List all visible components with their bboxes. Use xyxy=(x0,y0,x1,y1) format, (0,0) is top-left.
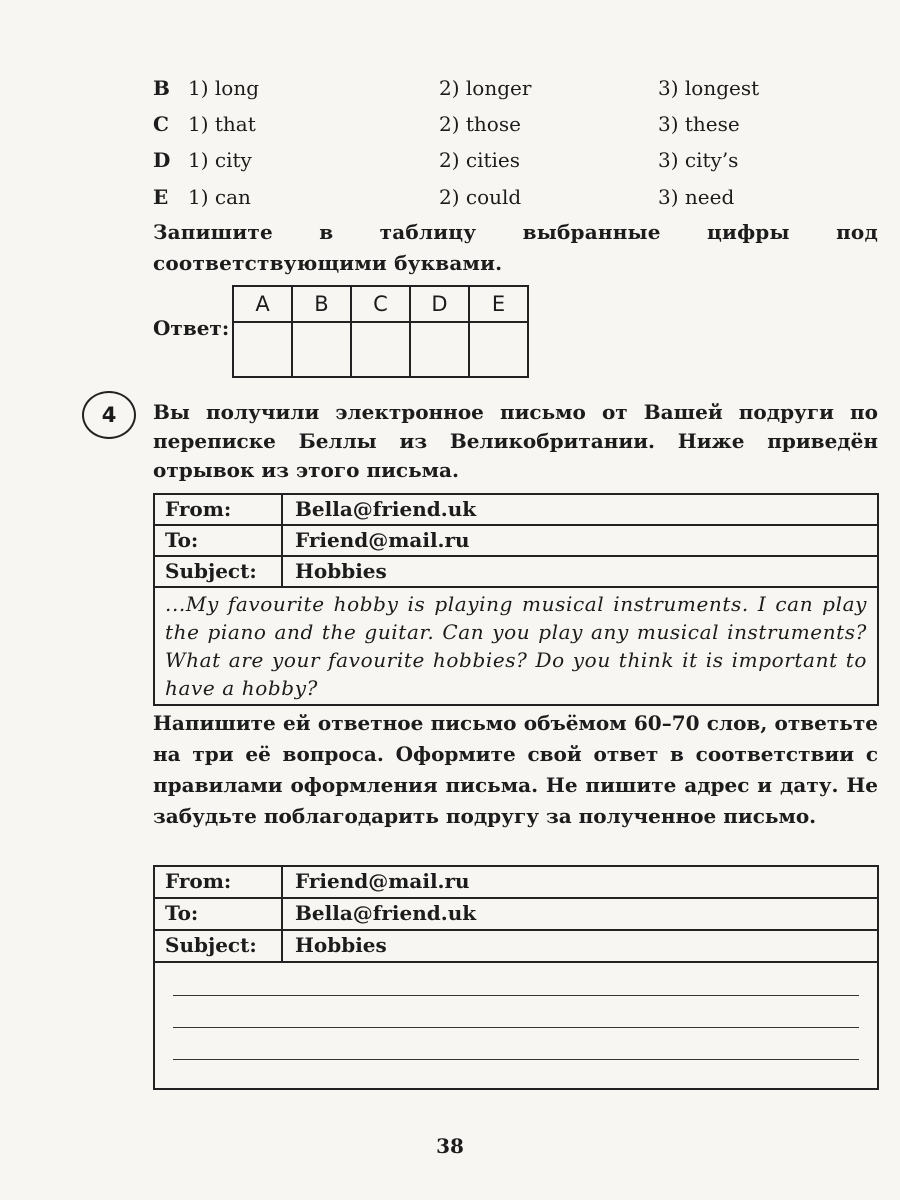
answer-header-e: E xyxy=(469,286,528,322)
write-instruction xyxy=(153,708,878,832)
answer-table xyxy=(232,285,529,378)
to-value: Bella@friend.uk xyxy=(295,901,477,925)
answer-header-b: B xyxy=(292,286,351,322)
answer-cell-a[interactable] xyxy=(233,322,292,377)
to-label: To: xyxy=(155,899,283,929)
write-instruction-part1: Напишите ей ответное письмо объёмом xyxy=(153,711,634,735)
option-letter: E xyxy=(153,185,169,209)
option-1: 1) long xyxy=(188,76,260,100)
subject-label: Subject: xyxy=(155,931,283,961)
write-instruction-part2: слов, ответьте на xyxy=(153,711,878,766)
answer-cell-e[interactable] xyxy=(469,322,528,377)
writing-line xyxy=(173,995,859,996)
writing-area[interactable] xyxy=(155,963,877,1091)
option-1: 1) that xyxy=(188,112,256,136)
incoming-email xyxy=(153,493,879,706)
from-value: Bella@friend.uk xyxy=(295,497,477,521)
option-letter: D xyxy=(153,148,171,172)
option-3: 3) city’s xyxy=(658,148,739,172)
from-value: Friend@mail.ru xyxy=(295,869,470,893)
answer-cell-c[interactable] xyxy=(351,322,410,377)
reply-to-row xyxy=(155,899,877,931)
from-label: From: xyxy=(155,867,283,897)
option-2: 2) could xyxy=(439,185,522,209)
email-subject-row xyxy=(155,557,877,588)
option-2: 2) those xyxy=(439,112,521,136)
reply-from-row xyxy=(155,867,877,899)
table-instruction: Запишите в таблицу выбранные цифры под соответствующими буквами. xyxy=(153,220,878,275)
option-3: 3) these xyxy=(658,112,740,136)
option-1: 1) can xyxy=(188,185,251,209)
option-2: 2) cities xyxy=(439,148,521,172)
write-instruction-part3: её вопроса. Оформите свой ответ в соответствии с правилами оформления письма. Не пишите адрес и дату. Не забудьте поблагодарить подругу за полученное письмо. xyxy=(153,742,878,828)
option-1: 1) city xyxy=(188,148,252,172)
to-label: To: xyxy=(155,526,283,555)
question-count: три xyxy=(192,742,234,766)
option-row-c xyxy=(153,109,793,139)
reply-subject-row xyxy=(155,931,877,963)
option-letter: B xyxy=(153,76,170,100)
from-label: From: xyxy=(155,495,283,524)
option-row-e xyxy=(153,182,793,212)
page-number: 38 xyxy=(436,1134,464,1158)
word-count: 60–70 xyxy=(633,711,700,735)
option-3: 3) longest xyxy=(658,76,760,100)
answer-header-a: A xyxy=(233,286,292,322)
subject-value: Hobbies xyxy=(295,559,387,583)
option-row-b xyxy=(153,73,793,103)
email-body: ...My favourite hobby is playing musical instruments. I can play the piano and the guitar. Can you play any musical instruments? What are your favourite hobbies? Do you think it is important to have a hobby? xyxy=(165,592,867,700)
subject-value: Hobbies xyxy=(295,933,387,957)
writing-line xyxy=(173,1059,859,1060)
task-intro: Вы получили электронное письмо от Вашей подруги по переписке Беллы из Великобритании. Ниже приведён отрывок из этого письма. xyxy=(153,400,878,482)
answer-label: Ответ: xyxy=(153,316,230,340)
option-row-d xyxy=(153,145,793,175)
to-value: Friend@mail.ru xyxy=(295,528,470,552)
writing-line xyxy=(173,1027,859,1028)
reply-email xyxy=(153,865,879,1090)
answer-cell-b[interactable] xyxy=(292,322,351,377)
answer-cell-d[interactable] xyxy=(410,322,469,377)
answer-header-c: C xyxy=(351,286,410,322)
email-from-row xyxy=(155,495,877,526)
task-number-badge: 4 xyxy=(82,391,136,439)
option-3: 3) need xyxy=(658,185,735,209)
answer-header-d: D xyxy=(410,286,469,322)
option-2: 2) longer xyxy=(439,76,532,100)
option-letter: C xyxy=(153,112,169,136)
subject-label: Subject: xyxy=(155,557,283,586)
email-to-row xyxy=(155,526,877,557)
